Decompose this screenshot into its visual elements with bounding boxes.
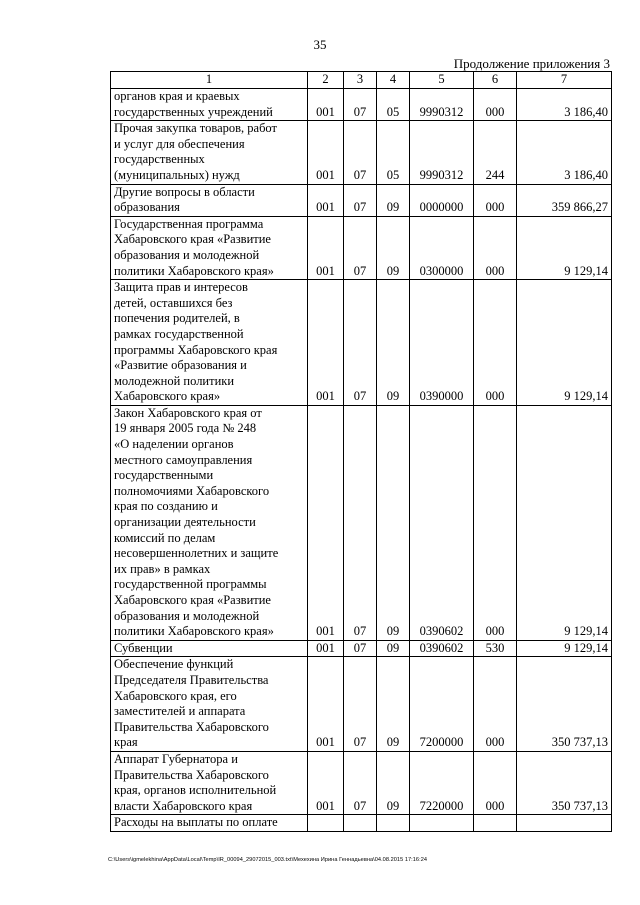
row-name-cell xyxy=(111,121,308,184)
row-name: Расходы на выплаты по оплате xyxy=(114,815,278,830)
cell-grbs: 001 xyxy=(308,405,344,640)
table-row xyxy=(111,815,612,832)
cell-subsection: 05 xyxy=(377,89,410,121)
cell-grbs: 001 xyxy=(308,216,344,279)
cell-amount xyxy=(517,815,612,832)
cell-grbs: 001 xyxy=(308,657,344,752)
row-name-cell xyxy=(111,89,308,121)
cell-target-article: 7220000 xyxy=(410,751,474,814)
cell-target-article: 0300000 xyxy=(410,216,474,279)
cell-expense-type: 000 xyxy=(474,405,517,640)
cell-expense-type: 530 xyxy=(474,640,517,657)
col-header-7: 7 xyxy=(517,72,612,89)
cell-expense-type: 000 xyxy=(474,184,517,216)
cell-subsection: 09 xyxy=(377,640,410,657)
cell-target-article xyxy=(410,815,474,832)
cell-subsection: 09 xyxy=(377,657,410,752)
cell-grbs: 001 xyxy=(308,184,344,216)
cell-target-article: 9990312 xyxy=(410,121,474,184)
cell-section: 07 xyxy=(344,184,377,216)
row-name-cell xyxy=(111,657,308,752)
col-header-5: 5 xyxy=(410,72,474,89)
row-name: Аппарат Губернатора и Правительства Хабаровского края, органов исполнительной власти Хабаровского края xyxy=(114,751,277,813)
cell-section: 07 xyxy=(344,280,377,406)
cell-subsection xyxy=(377,815,410,832)
cell-subsection: 05 xyxy=(377,121,410,184)
cell-subsection: 09 xyxy=(377,751,410,814)
cell-amount: 3 186,40 xyxy=(517,89,612,121)
cell-section: 07 xyxy=(344,405,377,640)
col-header-4: 4 xyxy=(377,72,410,89)
footer-file-path: C:\Users\igmelekhina\AppData\Local\Temp\IR_00094_29072015_003.txt\Мехехина Ирина Геннадьевна\04.08.2015 17:16:24 xyxy=(108,857,428,863)
cell-amount: 9 129,14 xyxy=(517,216,612,279)
cell-amount: 9 129,14 xyxy=(517,280,612,406)
table-row xyxy=(111,89,612,121)
table-row xyxy=(111,640,612,657)
table-row xyxy=(111,280,612,406)
row-name-cell xyxy=(111,216,308,279)
table-row xyxy=(111,751,612,814)
cell-grbs: 001 xyxy=(308,751,344,814)
cell-expense-type: 000 xyxy=(474,751,517,814)
row-name: Обеспечение функций Председателя Правительства Хабаровского края, его заместителей и аппарата Правительства Хабаровского края xyxy=(114,657,269,750)
cell-expense-type: 000 xyxy=(474,89,517,121)
cell-expense-type xyxy=(474,815,517,832)
table-row xyxy=(111,405,612,640)
cell-section xyxy=(344,815,377,832)
row-name: Прочая закупка товаров, работ и услуг для обеспечения государственных (муниципальных) нужд xyxy=(114,121,277,182)
cell-target-article: 0390602 xyxy=(410,405,474,640)
cell-target-article: 0000000 xyxy=(410,184,474,216)
cell-amount: 350 737,13 xyxy=(517,751,612,814)
budget-table xyxy=(110,71,612,832)
col-header-6: 6 xyxy=(474,72,517,89)
cell-section: 07 xyxy=(344,121,377,184)
cell-grbs xyxy=(308,815,344,832)
row-name: Другие вопросы в области образования xyxy=(114,184,255,215)
cell-subsection: 09 xyxy=(377,280,410,406)
continuation-label: Продолжение приложения 3 xyxy=(453,56,610,71)
row-name-cell xyxy=(111,280,308,406)
cell-target-article: 9990312 xyxy=(410,89,474,121)
cell-amount: 9 129,14 xyxy=(517,405,612,640)
cell-subsection: 09 xyxy=(377,216,410,279)
col-header-1: 1 xyxy=(111,72,308,89)
cell-grbs: 001 xyxy=(308,89,344,121)
cell-section: 07 xyxy=(344,657,377,752)
row-name-cell xyxy=(111,751,308,814)
cell-target-article: 0390000 xyxy=(410,280,474,406)
cell-grbs: 001 xyxy=(308,121,344,184)
table-row xyxy=(111,216,612,279)
cell-expense-type: 244 xyxy=(474,121,517,184)
row-name-cell xyxy=(111,184,308,216)
cell-grbs: 001 xyxy=(308,280,344,406)
table-row xyxy=(111,184,612,216)
row-name: Государственная программа Хабаровского края «Развитие образования и молодежной политики Хабаровского края» xyxy=(114,216,274,278)
col-header-3: 3 xyxy=(344,72,377,89)
cell-target-article: 0390602 xyxy=(410,640,474,657)
cell-section: 07 xyxy=(344,751,377,814)
cell-amount: 359 866,27 xyxy=(517,184,612,216)
cell-section: 07 xyxy=(344,216,377,279)
cell-section: 07 xyxy=(344,89,377,121)
cell-grbs: 001 xyxy=(308,640,344,657)
row-name: Закон Хабаровского края от 19 января 2005 года № 248 «О наделении органов местного самоуправления государственными полномочиями Хабаровского края по созданию и организации деятельности комиссий по делам несовершеннолетних и защите их прав» в рамках государственной программы Хабаровского края «Развитие образования и молодежной политики Хабаровского края» xyxy=(114,405,279,639)
cell-subsection: 09 xyxy=(377,405,410,640)
row-name: Защита прав и интересов детей, оставшихся без попечения родителей, в рамках государственной программы Хабаровского края «Развитие образования и молодежной политики Хабаровского края» xyxy=(114,280,278,404)
cell-expense-type: 000 xyxy=(474,216,517,279)
row-name-cell xyxy=(111,405,308,640)
cell-amount: 3 186,40 xyxy=(517,121,612,184)
cell-subsection: 09 xyxy=(377,184,410,216)
table-header-row xyxy=(111,72,612,89)
page-number: 35 xyxy=(313,37,327,52)
row-name-cell xyxy=(111,815,308,832)
table-row xyxy=(111,121,612,184)
cell-expense-type: 000 xyxy=(474,657,517,752)
table-row xyxy=(111,657,612,752)
col-header-2: 2 xyxy=(308,72,344,89)
cell-target-article: 7200000 xyxy=(410,657,474,752)
row-name: Субвенции xyxy=(114,640,173,655)
cell-amount: 9 129,14 xyxy=(517,640,612,657)
cell-amount: 350 737,13 xyxy=(517,657,612,752)
cell-section: 07 xyxy=(344,640,377,657)
row-name: органов края и краевых государственных учреждений xyxy=(114,89,273,119)
cell-expense-type: 000 xyxy=(474,280,517,406)
row-name-cell xyxy=(111,640,308,657)
